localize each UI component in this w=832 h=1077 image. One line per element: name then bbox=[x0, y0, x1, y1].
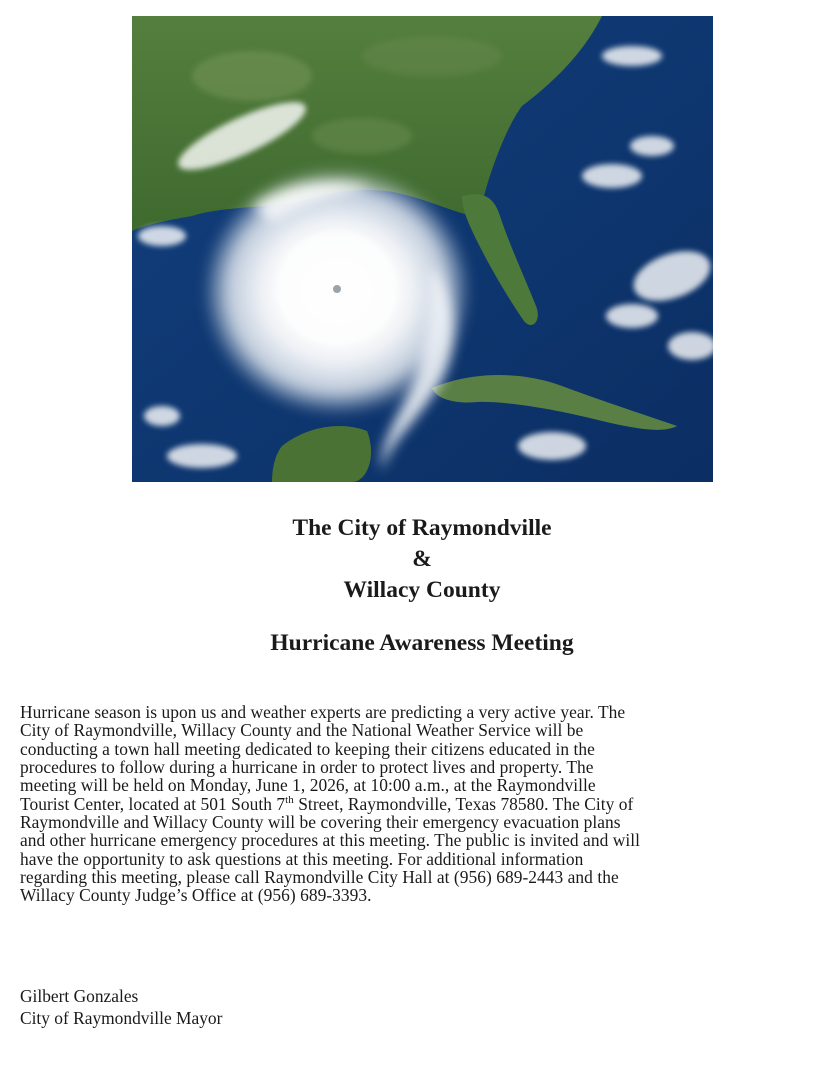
body-line: Willacy County Judge’s Office at (956) 689-3393. bbox=[20, 885, 372, 906]
header-ampersand: & bbox=[412, 546, 432, 572]
body-line: have the opportunity to ask questions at this meeting. For additional information bbox=[20, 848, 584, 869]
header-county: Willacy County bbox=[343, 577, 501, 603]
hurricane-satellite-image bbox=[132, 16, 713, 482]
signature-name: Gilbert Gonzales bbox=[20, 986, 139, 1006]
body-line: Raymondville and Willacy County will be covering their emergency evacuation plans bbox=[20, 812, 621, 833]
body-line: regarding this meeting, please call Raymondville City Hall at (956) 689-2443 and the bbox=[20, 867, 619, 888]
announcement-body bbox=[20, 703, 832, 905]
signature-title: City of Raymondville Mayor bbox=[20, 1008, 223, 1028]
body-line: Hurricane season is upon us and weather experts are predicting a very active year. The bbox=[20, 702, 626, 722]
signature-block bbox=[20, 985, 222, 1029]
body-line: meeting will be held on Monday, June 1, 2026, at 10:00 a.m., at the Raymondville bbox=[20, 775, 596, 796]
body-line-address bbox=[20, 795, 832, 813]
body-line: and other hurricane emergency procedures at this meeting. The public is invited and will bbox=[20, 830, 640, 851]
body-line: conducting a town hall meeting dedicated to keeping their citizens educated in the bbox=[20, 738, 595, 759]
body-line: City of Raymondville, Willacy County and the National Weather Service will be bbox=[20, 720, 584, 741]
address-part-1: Tourist Center, located at 501 South 7 bbox=[20, 793, 286, 814]
ordinal-suffix: th bbox=[285, 793, 294, 806]
header-block bbox=[0, 513, 832, 606]
header-city: The City of Raymondville bbox=[292, 515, 552, 541]
meeting-title: Hurricane Awareness Meeting bbox=[270, 630, 574, 656]
address-part-2: Street, Raymondville, Texas 78580. The City of bbox=[293, 793, 634, 814]
body-line: procedures to follow during a hurricane in order to protect lives and property. The bbox=[20, 757, 594, 778]
